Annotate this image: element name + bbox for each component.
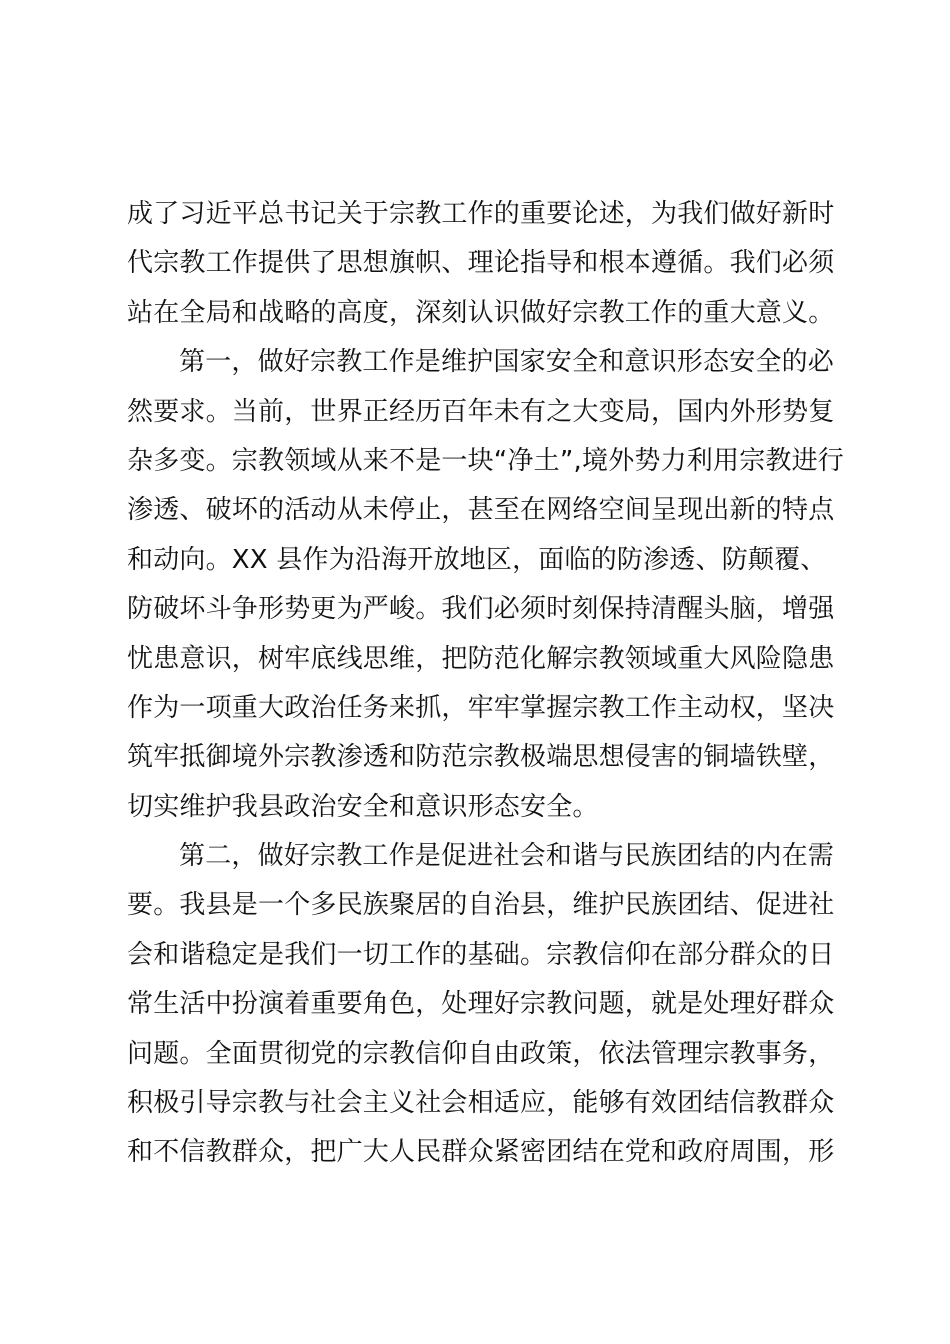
paragraph-second-point [127, 832, 835, 1178]
text-line: 切实维护我县政治安全和意识形态安全。 [127, 791, 599, 822]
text-line: 和动向。XX 县作为沿海开放地区，面临的防渗透、防颠覆、 [127, 544, 827, 575]
text-line: 作为一项重大政治任务来抓，牢牢掌握宗教工作主动权，坚决 [127, 692, 835, 723]
document-body [127, 190, 845, 1178]
text-line: 会和谐稳定是我们一切工作的基础。宗教信仰在部分群众的日 [127, 939, 835, 970]
text-line: 积极引导宗教与社会主义社会相适应，能够有效团结信教群众 [127, 1088, 835, 1119]
text-line: 筑牢抵御境外宗教渗透和防范宗教极端思想侵害的铜墙铁壁， [127, 742, 835, 773]
text-line: 然要求。当前，世界正经历百年未有之大变局，国内外形势复 [127, 396, 835, 427]
text-line: 代宗教工作提供了思想旗帜、理论指导和根本遵循。我们必须 [127, 248, 835, 279]
paragraph-first-point [127, 338, 845, 832]
text-line: 忧患意识，树牢底线思维，把防范化解宗教领域重大风险隐患 [127, 643, 835, 674]
text-line: 站在全局和战略的高度，深刻认识做好宗教工作的重大意义。 [127, 297, 835, 328]
text-line: 防破坏斗争形势更为严峻。我们必须时刻保持清醒头脑，增强 [127, 594, 835, 625]
text-line: 杂多变。宗教领域从来不是一块“净土”,境外势力利用宗教进行 [127, 445, 845, 476]
text-line: 第一，做好宗教工作是维护国家安全和意识形态安全的必 [179, 347, 835, 378]
paragraph-continuation [127, 190, 835, 338]
text-line: 要。我县是一个多民族聚居的自治县，维护民族团结、促进社 [127, 890, 835, 921]
text-line: 和不信教群众，把广大人民群众紧密团结在党和政府周围，形 [127, 1137, 835, 1168]
text-line: 问题。全面贯彻党的宗教信仰自由政策，依法管理宗教事务， [127, 1038, 835, 1069]
text-line: 常生活中扮演着重要角色，处理好宗教问题，就是处理好群众 [127, 989, 835, 1020]
text-line: 渗透、破坏的活动从未停止，甚至在网络空间呈现出新的特点 [127, 495, 835, 526]
text-line: 成了习近平总书记关于宗教工作的重要论述，为我们做好新时 [127, 199, 835, 229]
text-line: 第二，做好宗教工作是促进社会和谐与民族团结的内在需 [179, 841, 835, 872]
